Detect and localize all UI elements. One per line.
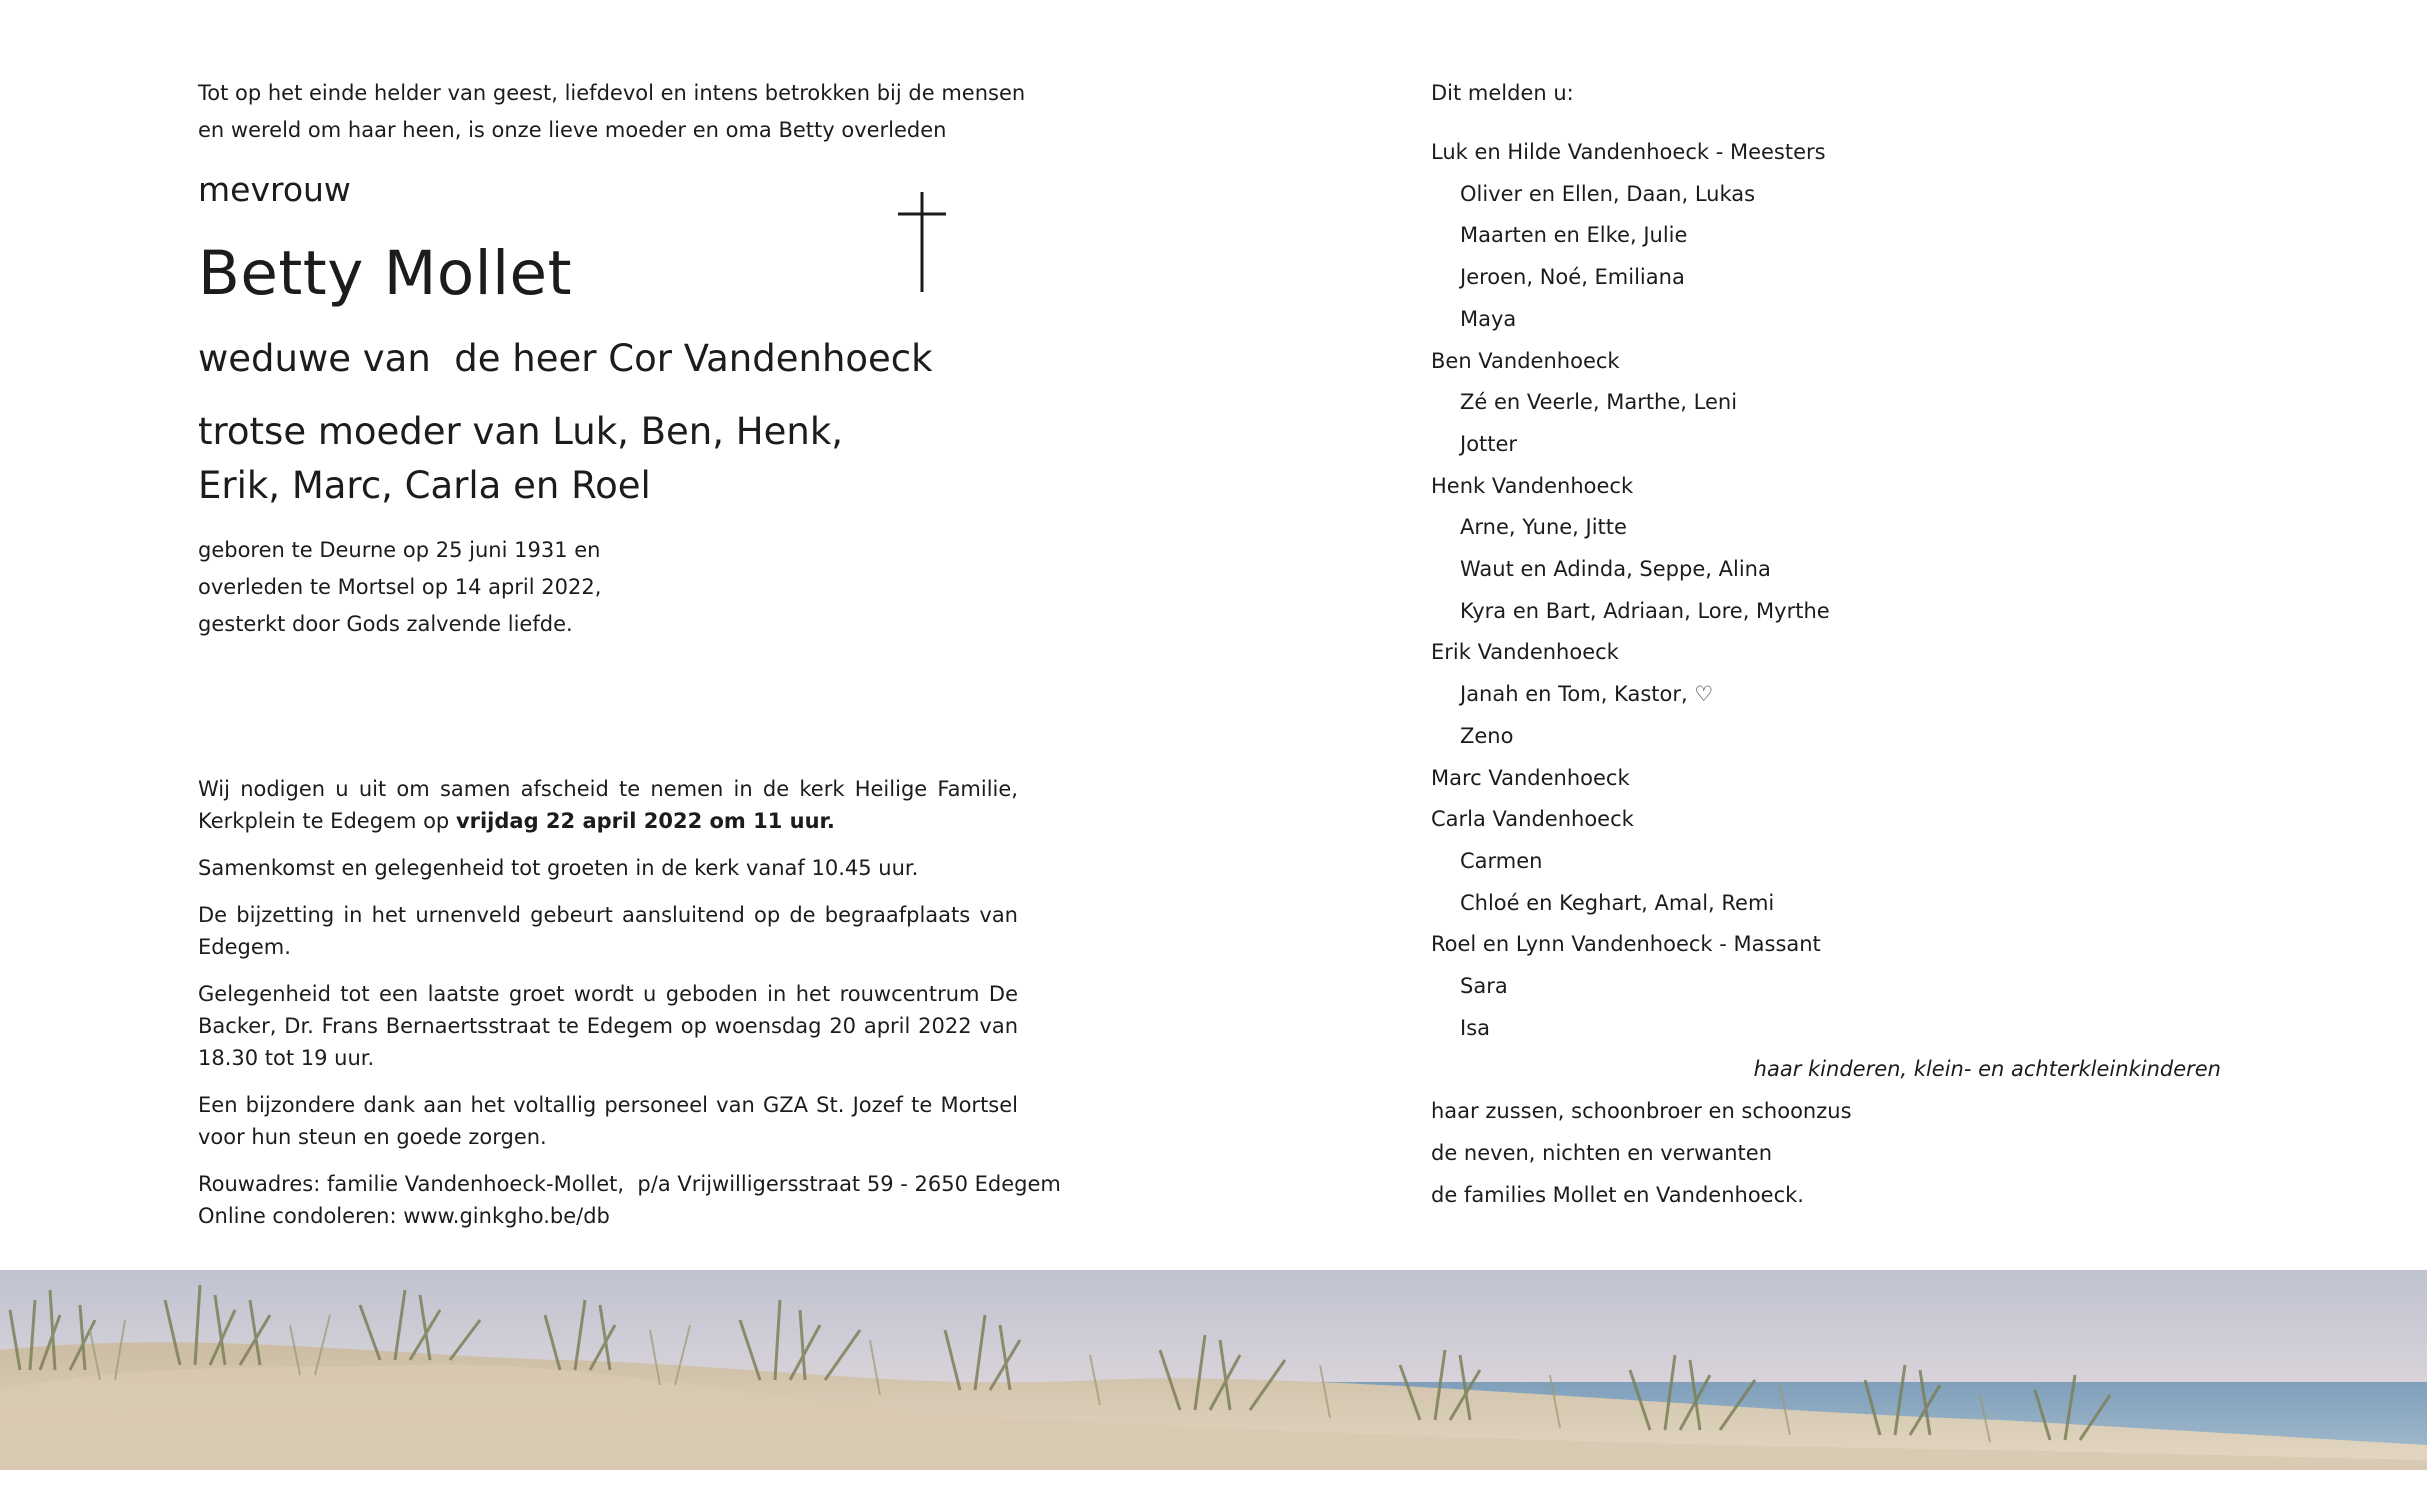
widow-line: weduwe van de heer Cor Vandenhoeck <box>198 337 933 380</box>
grandchild-line: Waut en Adinda, Seppe, Alina <box>1460 557 1771 582</box>
dune-landscape-drawing <box>0 1270 2427 1470</box>
child-line: Ben Vandenhoeck <box>1431 348 1620 373</box>
children-line: Erik, Marc, Carla en Roel <box>198 464 651 507</box>
relatives-line: de neven, nichten en verwanten <box>1431 1140 1773 1165</box>
grandchild-line: Janah en Tom, Kastor, ♡ <box>1460 682 1714 707</box>
birth-death-info <box>198 532 601 643</box>
grandchild-line: Zeno <box>1460 723 1514 748</box>
grandchild-line: Carmen <box>1460 848 1543 873</box>
invitation-text: Wij nodigen u uit om samen afscheid te nemen in de kerk Heilige Familie, Kerkplein te Edegem op <box>198 777 1018 833</box>
blessing-line: gesterkt door Gods zalvende liefde. <box>198 612 573 636</box>
grandchild-line: Chloé en Keghart, Amal, Remi <box>1460 890 1775 915</box>
birth-line: geboren te Deurne op 25 juni 1931 en <box>198 538 601 562</box>
child-line: Marc Vandenhoeck <box>1431 765 1630 790</box>
gathering-info: Samenkomst en gelegenheid tot groeten in de kerk vanaf 10.45 uur. <box>198 856 919 880</box>
dune-landscape-image <box>0 1270 2427 1470</box>
family-signature: haar kinderen, klein- en achterkleinkinderen <box>1753 1057 2221 1082</box>
grandchild-line: Zé en Veerle, Marthe, Leni <box>1460 390 1738 415</box>
grandchild-line: Maarten en Elke, Julie <box>1460 223 1688 248</box>
child-line: Luk en Hilde Vandenhoeck - Meesters <box>1431 140 1826 164</box>
viewing-info: Gelegenheid tot een laatste groet wordt u geboden in het rouwcentrum De Backer, Dr. Frans Bernaertsstraat te Edegem op woensdag 20 april 2022 van 18.30 tot 19 uur. <box>198 982 1018 1070</box>
death-line: overleden te Mortsel op 14 april 2022, <box>198 575 602 599</box>
child-line: Henk Vandenhoeck <box>1431 473 1634 498</box>
grandchild-line: Sara <box>1460 974 1508 999</box>
funeral-datetime: vrijdag 22 april 2022 om 11 uur. <box>455 809 835 833</box>
family-members <box>1431 132 2231 1049</box>
grandchild-line: Oliver en Ellen, Daan, Lukas <box>1460 181 1756 206</box>
grandchild-line: Maya <box>1460 306 1517 331</box>
online-condolence[interactable]: Online condoleren: www.ginkgho.be/db <box>198 1204 610 1228</box>
intro-text <box>198 75 1038 149</box>
mourning-address: Rouwadres: familie Vandenhoeck-Mollet, p/a Vrijwilligersstraat 59 - 2650 Edegem <box>198 1172 1061 1196</box>
grandchild-line: Jotter <box>1460 431 1518 456</box>
honorific: mevrouw <box>198 170 351 209</box>
relatives-line: de families Mollet en Vandenhoeck. <box>1431 1182 1804 1207</box>
intro-line: Tot op het einde helder van geest, liefdevol en intens betrokken bij de mensen <box>198 81 1026 105</box>
grandchild-line: Arne, Yune, Jitte <box>1460 515 1627 540</box>
ceremony-info <box>198 773 1061 1247</box>
funeral-invitation <box>198 773 1018 837</box>
child-line: Carla Vandenhoeck <box>1431 807 1634 832</box>
child-line: Roel en Lynn Vandenhoeck - Massant <box>1431 932 1821 957</box>
family-header: Dit melden u: <box>1431 81 1574 105</box>
grandchild-line: Jeroen, Noé, Emiliana <box>1460 265 1685 290</box>
children-statement <box>198 405 843 513</box>
deceased-name: Betty Mollet <box>198 238 572 309</box>
thanks-text: Een bijzondere dank aan het voltallig personeel van GZA St. Jozef te Mortsel voor hun steun en goede zorgen. <box>198 1093 1018 1149</box>
contact-info <box>198 1168 1061 1232</box>
burial-info: De bijzetting in het urnenveld gebeurt aansluitend op de begraafplaats van Edegem. <box>198 903 1018 959</box>
intro-line: en wereld om haar heen, is onze lieve moeder en oma Betty overleden <box>198 118 947 142</box>
family-list <box>1431 75 2231 1216</box>
cross-icon <box>898 192 946 292</box>
grandchild-line: Kyra en Bart, Adriaan, Lore, Myrthe <box>1460 598 1830 623</box>
grandchild-line: Isa <box>1460 1015 1491 1040</box>
child-line: Erik Vandenhoeck <box>1431 640 1619 665</box>
children-line: trotse moeder van Luk, Ben, Henk, <box>198 410 844 453</box>
relatives-line: haar zussen, schoonbroer en schoonzus <box>1431 1099 1852 1124</box>
